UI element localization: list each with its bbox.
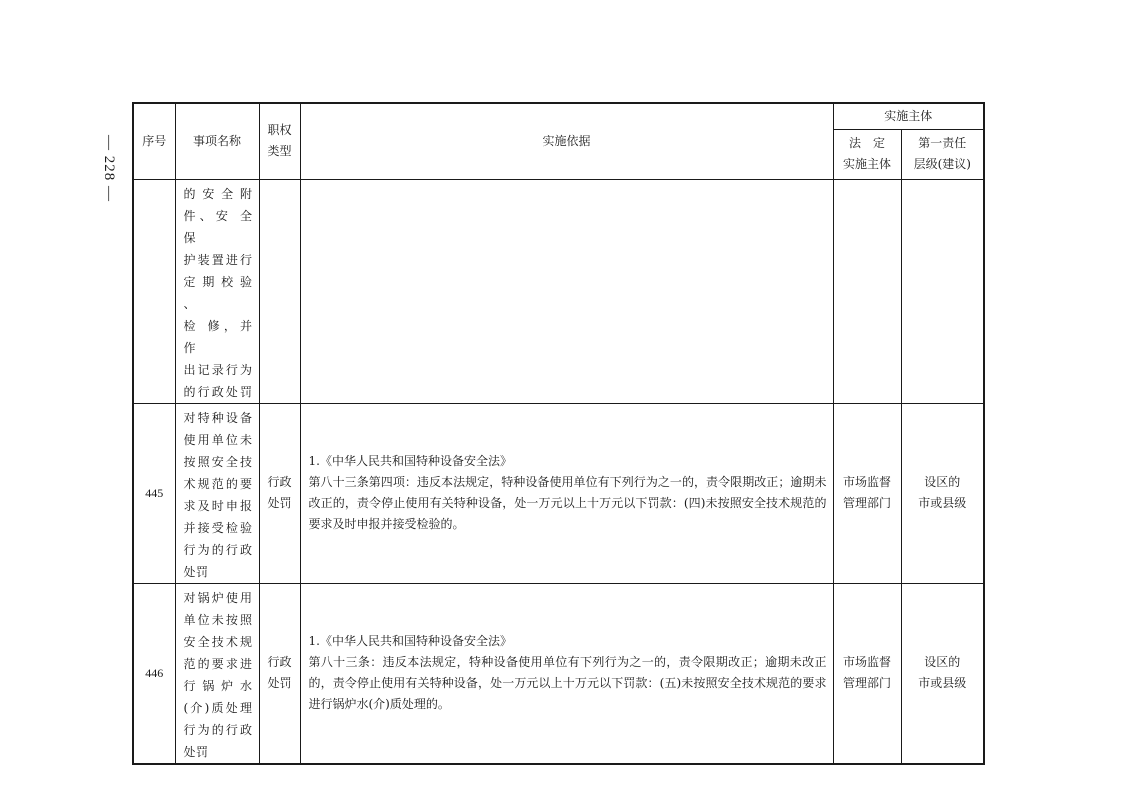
item-name-line: 的行政处罚	[183, 384, 253, 399]
header-item-name: 事项名称	[175, 103, 259, 179]
legal-subject-line2: 管理部门	[842, 496, 891, 510]
table-row	[133, 179, 984, 403]
table-header	[133, 103, 984, 179]
header-first-resp-line1: 第一责任	[918, 136, 967, 150]
item-name-line: 术规范的要	[183, 476, 253, 491]
item-name-line: 定 期 校 验 、	[183, 274, 253, 311]
page-number	[88, 118, 128, 218]
row-legal-subject	[833, 403, 901, 583]
header-power-type-line1: 职权	[267, 123, 292, 138]
row-power-type	[259, 179, 300, 403]
table-row	[133, 403, 984, 583]
table-row	[133, 583, 984, 764]
basis-law: 1.《中华人民共和国特种设备安全法》	[308, 454, 512, 468]
legal-subject-line2: 管理部门	[842, 676, 891, 690]
row-legal-subject	[833, 583, 901, 764]
item-name-line: 使用单位未	[183, 432, 253, 447]
item-name-line: 处罚	[183, 744, 209, 759]
header-legal-subject-line1: 法 定	[848, 136, 885, 150]
legal-subject-line1: 市场监督	[842, 475, 891, 489]
first-resp-line2: 市或县级	[918, 676, 967, 690]
row-item-name	[175, 403, 259, 583]
item-name-line: 的 安 全 附	[183, 186, 253, 201]
header-first-responsibility	[901, 129, 984, 179]
item-name-line: 出记录行为	[183, 362, 253, 377]
header-subject-group: 实施主体	[833, 103, 984, 129]
item-name-line: 行为的行政	[183, 542, 253, 557]
row-first-responsibility	[901, 179, 984, 403]
item-name-line: 求及时申报	[183, 498, 253, 513]
header-legal-subject-line2: 实施主体	[842, 157, 891, 171]
item-name-line: 检 修，并 作	[183, 318, 253, 355]
item-name-line: 护装置进行	[183, 252, 253, 267]
power-type-line1: 行政	[267, 655, 292, 669]
item-name-line: 行 锅 炉 水	[183, 678, 253, 693]
row-power-type	[259, 403, 300, 583]
row-basis	[300, 583, 833, 764]
power-type-line2: 处罚	[267, 496, 292, 510]
basis-text: 第八十三条第四项：违反本法规定，特种设备使用单位有下列行为之一的，责令限期改正；逾期未改正的，责令停止使用有关特种设备，处一万元以上十万元以下罚款：(四)未按照安全技术规范的要求及时申报并接受检验的。	[308, 475, 827, 531]
first-resp-line2: 市或县级	[918, 496, 967, 510]
basis-text: 第八十三条：违反本法规定，特种设备使用单位有下列行为之一的，责令限期改正；逾期未改正的，责令停止使用有关特种设备，处一万元以上十万元以下罚款：(五)未按照安全技术规范的要求进行锅炉水(介)质处理的。	[308, 655, 827, 711]
item-name-line: 单位未按照	[183, 612, 253, 627]
first-resp-line1: 设区的	[924, 475, 961, 489]
row-seq: 445	[133, 403, 175, 583]
item-name-line: 处罚	[183, 564, 209, 579]
header-first-resp-line2: 层级(建议)	[913, 157, 971, 171]
header-seq: 序号	[133, 103, 175, 179]
row-basis	[300, 403, 833, 583]
row-first-responsibility	[901, 403, 984, 583]
header-power-type	[259, 103, 300, 179]
first-resp-line1: 设区的	[924, 655, 961, 669]
item-name-line: (介)质处理	[183, 700, 253, 715]
row-first-responsibility	[901, 583, 984, 764]
header-basis: 实施依据	[300, 103, 833, 179]
page-number-text: — 228 —	[100, 134, 117, 202]
enforcement-items-table	[132, 102, 985, 765]
power-type-line2: 处罚	[267, 676, 292, 690]
row-power-type	[259, 583, 300, 764]
item-name-line: 按照安全技	[183, 454, 253, 469]
basis-law: 1.《中华人民共和国特种设备安全法》	[308, 634, 512, 648]
item-name-line: 范的要求进	[183, 656, 253, 671]
item-name-line: 行为的行政	[183, 722, 253, 737]
header-power-type-line2: 类型	[267, 144, 292, 159]
row-seq: 446	[133, 583, 175, 764]
item-name-line: 对锅炉使用	[183, 590, 253, 605]
item-name-line: 安全技术规	[183, 634, 253, 649]
row-item-name	[175, 179, 259, 403]
header-legal-subject	[833, 129, 901, 179]
row-seq	[133, 179, 175, 403]
row-basis	[300, 179, 833, 403]
row-legal-subject	[833, 179, 901, 403]
row-item-name	[175, 583, 259, 764]
item-name-line: 件、安 全 保	[183, 208, 253, 245]
item-name-line: 对特种设备	[183, 410, 253, 425]
legal-subject-line1: 市场监督	[842, 655, 891, 669]
item-name-line: 并接受检验	[183, 520, 253, 535]
power-type-line1: 行政	[267, 475, 292, 489]
table-body	[133, 179, 984, 764]
